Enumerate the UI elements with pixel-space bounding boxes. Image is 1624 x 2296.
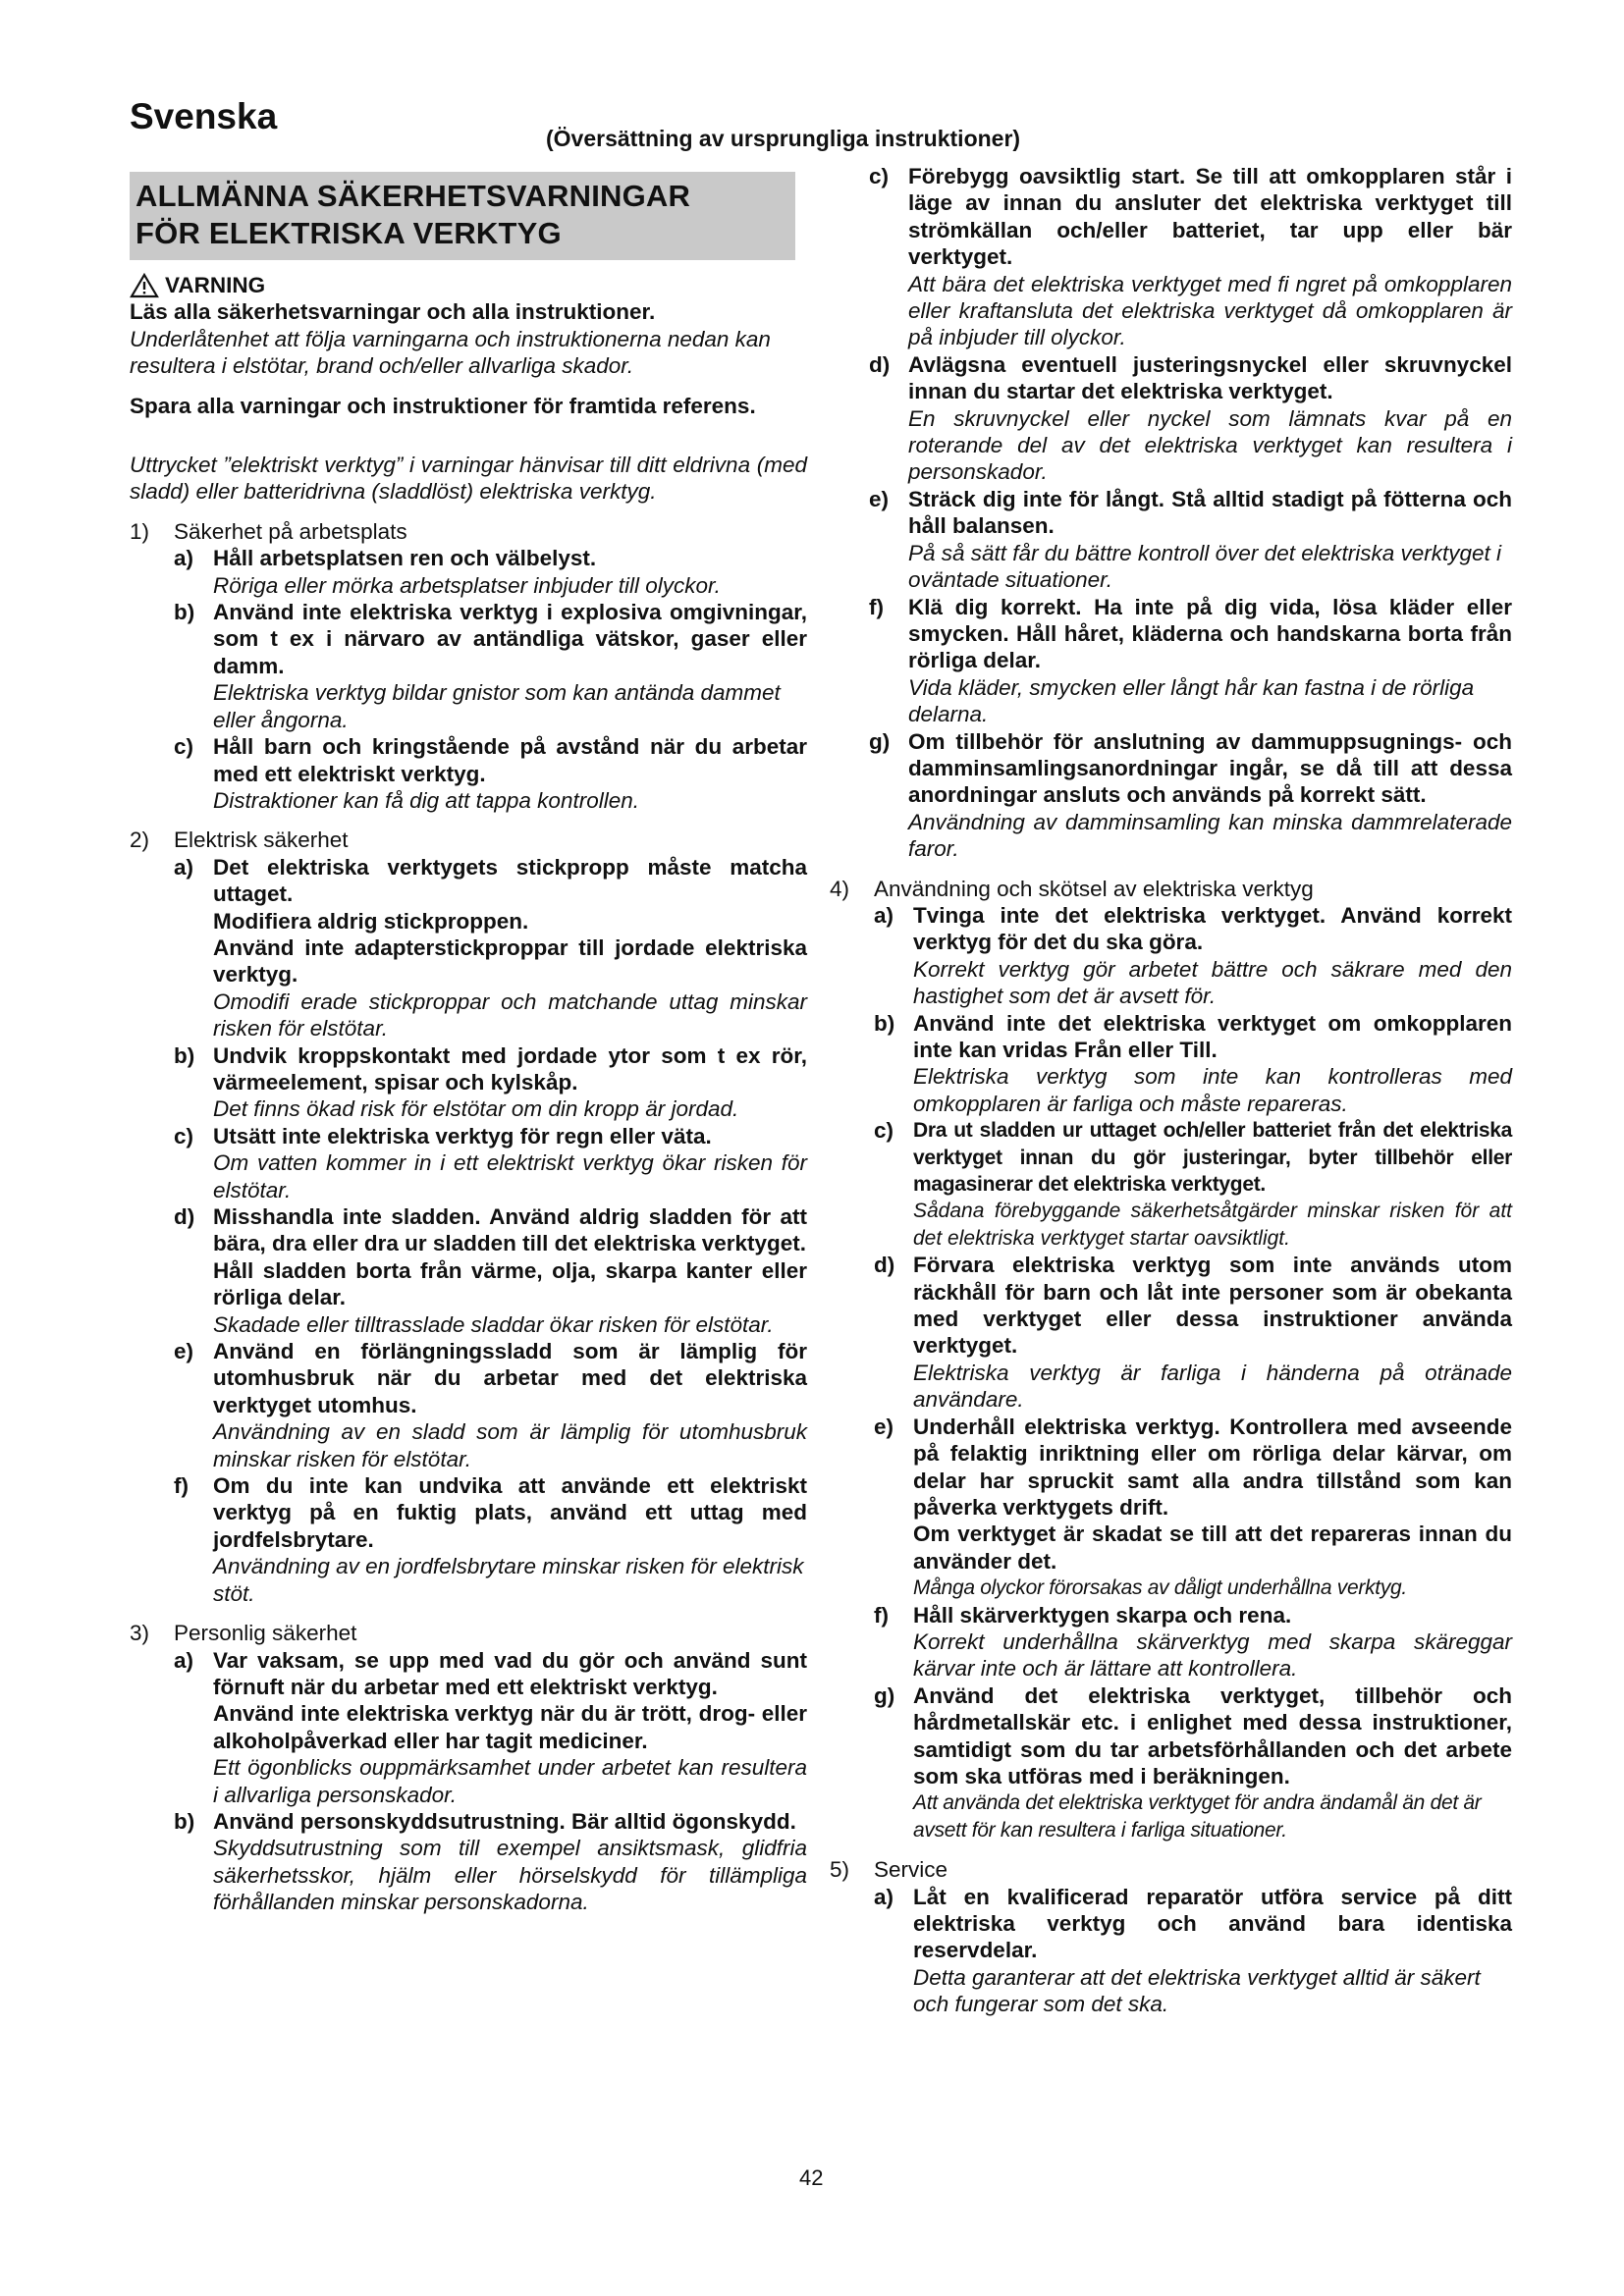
item-letter: a): [174, 546, 194, 571]
item-note: En skruvnyckel eller nyckel som lämnats kvar på en roterande del av det elektriska verktyget kan resultera i personskador.: [908, 405, 1512, 485]
item-note: På så sätt får du bättre kontroll över det elektriska verktyget i oväntade situationer.: [908, 540, 1502, 593]
item-note: Detta garanterar att det elektriska verktyget alltid är säkert och fungerar som det ska.: [913, 1964, 1481, 2017]
read-all-note: Underlåtenhet att följa varningarna och instruktionerna nedan kan resultera i elstötar, brand och/eller allvarliga skador.: [130, 326, 771, 379]
item-text: Håll barn och kringstående på avstånd när du arbetar med ett elektriskt verktyg.: [213, 734, 807, 786]
item-text: Använd en förlängningssladd som är lämplig för utomhusbruk när du arbetar med det elektriska verktyget utomhus.: [213, 1339, 807, 1417]
item-letter: b): [874, 1010, 895, 1036]
list-item: [869, 594, 1512, 728]
item-note: Omodifi erade stickproppar och matchande uttag minskar risken för elstötar.: [213, 988, 807, 1041]
list-item: [874, 1010, 1512, 1118]
item-text: Förebygg oavsiktlig start. Se till att omkopplaren står i läge av innan du ansluter det elektriska verktyget till strömkällan och/eller batteriet, tar upp eller bär verktyget.: [908, 164, 1512, 270]
item-note: Ett ögonblicks ouppmärksamhet under arbetet kan resultera i allvarliga personskador.: [213, 1755, 807, 1807]
item-text: Om verktyget är skadat se till att det repareras innan du använder det.: [913, 1522, 1512, 1574]
item-letter: b): [174, 1808, 195, 1834]
item-text: Håll skärverktygen skarpa och rena.: [913, 1602, 1292, 1628]
item-text: Undvik kroppskontakt med jordade ytor som t ex rör, värmeelement, spisar och kylskåp.: [213, 1042, 807, 1095]
item-text: Misshandla inte sladden. Använd aldrig sladden för att bära, dra eller dra ur sladden till det elektriska verktyget.: [213, 1204, 807, 1256]
list-item: [174, 1472, 807, 1607]
item-note: Skyddsutrustning som till exempel ansiktsmask, glidfria säkerhetsskor, hjälm eller hörselskydd för tillämpliga förhållanden minskar personskadorna.: [213, 1836, 807, 1915]
item-text: Avlägsna eventuell justeringsnyckel eller skruvnyckel innan du startar det elektriska verktyget.: [908, 351, 1512, 404]
list-item: [174, 545, 807, 599]
item-text: Använd inte det elektriska verktyget om omkopplaren inte kan vridas Från eller Till.: [913, 1010, 1512, 1062]
section-title: Elektrisk säkerhet: [174, 828, 349, 853]
item-text: Använd inte elektriska verktyg i explosiva omgivningar, som t ex i närvaro av antändliga vätskor, gaser eller damm.: [213, 600, 807, 678]
section-number: 2): [130, 828, 150, 853]
list-item: [874, 1682, 1512, 1843]
list-item: [174, 1042, 807, 1123]
item-text: Tvinga inte det elektriska verktyget. Använd korrekt verktyg för det du ska göra.: [913, 902, 1512, 955]
item-letter: e): [869, 486, 890, 511]
left-column: [130, 272, 807, 1916]
list-item: [869, 728, 1512, 863]
section-3-heading: [130, 1620, 807, 1646]
item-note: Elektriska verktyg som inte kan kontrolleras med omkopplaren är farliga och måste repareras.: [913, 1064, 1512, 1116]
item-letter: b): [174, 1042, 195, 1068]
item-letter: f): [874, 1602, 889, 1628]
item-note: Det finns ökad risk för elstötar om din kropp är jordad.: [213, 1096, 739, 1122]
item-letter: f): [174, 1473, 189, 1499]
definition-text: Uttrycket ”elektriskt verktyg” i varningar hänvisar till ditt eldrivna (med sladd) eller batteridrivna (sladdlöst) elektriska verktyg.: [130, 453, 807, 505]
item-letter: d): [174, 1204, 195, 1229]
item-text: Låt en kvalificerad reparatör utföra service på ditt elektriska verktyg och använd bara identiska reservdelar.: [913, 1884, 1512, 1963]
section-number: 3): [130, 1621, 150, 1646]
title-banner: [130, 172, 795, 260]
item-letter: d): [869, 351, 891, 377]
section-title: Personlig säkerhet: [174, 1621, 357, 1646]
list-item: [174, 1338, 807, 1472]
right-column: [830, 163, 1512, 2018]
list-item: [869, 351, 1512, 486]
item-letter: e): [174, 1339, 194, 1364]
section-5-heading: [830, 1856, 1512, 1883]
item-letter: a): [874, 1884, 894, 1909]
banner-line-2: FÖR ELEKTRISKA VERKTYG: [135, 216, 562, 250]
item-letter: g): [869, 728, 891, 754]
list-item: [174, 733, 807, 814]
item-letter: e): [874, 1414, 894, 1439]
section-number: 5): [830, 1857, 850, 1883]
section-title: Säkerhet på arbetsplats: [174, 518, 407, 544]
warning-heading: [130, 272, 807, 298]
item-note: Många olyckor förorsakas av dåligt underhållna verktyg.: [913, 1576, 1407, 1600]
list-item: [874, 902, 1512, 1010]
item-note: Vida kläder, smycken eller långt hår kan fastna i de rörliga delarna.: [908, 674, 1475, 727]
item-letter: c): [174, 1123, 194, 1148]
item-text: Håll arbetsplatsen ren och välbelyst.: [213, 546, 597, 571]
item-text: Klä dig korrekt. Ha inte på dig vida, lösa kläder eller smycken. Håll håret, kläderna och handskarna borta från rörliga delar.: [908, 594, 1512, 673]
item-letter: a): [874, 902, 894, 928]
item-letter: c): [874, 1118, 894, 1144]
item-text: Om du inte kan undvika att använde ett elektriskt verktyg på en fuktig plats, använd ett uttag med jordfelsbrytare.: [213, 1473, 807, 1552]
banner-line-1: ALLMÄNNA SÄKERHETSVARNINGAR: [135, 179, 691, 213]
language-heading: Svenska: [130, 96, 278, 136]
save-instruction: Spara alla varningar och instruktioner för framtida referens.: [130, 393, 756, 418]
list-item: [174, 1123, 807, 1203]
item-text: Använd inte adapterstickproppar till jordade elektriska verktyg.: [213, 934, 807, 988]
warning-triangle-icon: [130, 273, 159, 298]
list-item: [174, 1647, 807, 1808]
item-note: Sådana förebyggande säkerhetsåtgärder minskar risken för att det elektriska verktyget startar oavsiktligt.: [913, 1200, 1512, 1250]
item-text: Håll sladden borta från värme, olja, skarpa kanter eller rörliga delar.: [213, 1257, 807, 1310]
item-note: Elektriska verktyg bildar gnistor som kan antända dammet eller ångorna.: [213, 680, 781, 732]
item-note: Korrekt underhållna skärverktyg med skarpa skäreggar kärvar inte och är lättare att kontrollera.: [913, 1629, 1512, 1682]
list-item: [174, 1203, 807, 1338]
section-title: Service: [874, 1857, 948, 1883]
item-text: Dra ut sladden ur uttaget och/eller batteriet från det elektriska verktyget innan du gör justeringar, byter tillbehör eller magasinerar det elektriska verktyget.: [913, 1119, 1512, 1197]
item-note: Distraktioner kan få dig att tappa kontrollen.: [213, 787, 639, 813]
section-4-heading: [830, 876, 1512, 902]
item-note: Användning av en sladd som är lämplig för utomhusbruk minskar risken för elstötar.: [213, 1419, 807, 1471]
item-note: Elektriska verktyg är farliga i händerna på otränade användare.: [913, 1360, 1512, 1413]
item-letter: a): [174, 1647, 194, 1673]
item-note: Om vatten kommer in i ett elektriskt verktyg ökar risken för elstötar.: [213, 1150, 807, 1202]
item-text: Underhåll elektriska verktyg. Kontrollera med avseende på felaktig inriktning eller om rörliga delar kärvar, om delar har spruckit samt alla andra tillstånd som kan påverka verktygets drift.: [913, 1414, 1512, 1520]
item-letter: g): [874, 1682, 895, 1708]
item-letter: c): [174, 734, 194, 760]
list-item: [174, 1808, 807, 1916]
item-text: Använd personskyddsutrustning. Bär alltid ögonskydd.: [213, 1808, 796, 1834]
item-text: Använd det elektriska verktyget, tillbehör och hårdmetallskär etc. i enlighet med dessa instruktioner, samtidigt som du tar arbetsförhållanden och det arbete som ska utföras med i beräkningen.: [913, 1682, 1512, 1789]
list-item: [869, 163, 1512, 351]
list-item: [874, 1414, 1512, 1602]
item-text: Sträck dig inte för långt. Stå alltid stadigt på fötterna och håll balansen.: [908, 486, 1512, 539]
page-number: 42: [799, 2165, 824, 2190]
list-item: [869, 486, 1512, 594]
item-text: Var vaksam, se upp med vad du gör och använd sunt förnuft när du arbetar med ett elektriskt verktyg.: [213, 1647, 807, 1699]
translation-subtitle: (Översättning av ursprungliga instruktioner): [546, 126, 1021, 151]
item-note: Korrekt verktyg gör arbetet bättre och säkrare med den hastighet som det är avsett för.: [913, 956, 1512, 1009]
item-letter: a): [174, 854, 194, 880]
item-text: Modifiera aldrig stickproppen.: [213, 908, 529, 934]
list-item: [874, 1117, 1512, 1252]
item-letter: b): [174, 600, 195, 625]
warning-label: VARNING: [165, 273, 266, 297]
item-note: Att bära det elektriska verktyget med fi ngret på omkopplaren eller kraftansluta det elektriska verktyget då omkopplaren är på inbjuder till olyckor.: [908, 271, 1512, 350]
item-note: Användning av en jordfelsbrytare minskar risken för elektrisk stöt.: [213, 1554, 804, 1606]
item-text: Det elektriska verktygets stickpropp måste matcha uttaget.: [213, 854, 807, 907]
item-letter: c): [869, 164, 890, 188]
read-all-instruction: Läs alla säkerhetsvarningar och alla instruktioner.: [130, 299, 656, 325]
list-item: [874, 1884, 1512, 2018]
section-title: Användning och skötsel av elektriska verktyg: [874, 876, 1314, 901]
list-item: [174, 599, 807, 733]
section-number: 1): [130, 518, 150, 544]
item-text: Om tillbehör för anslutning av dammuppsugnings- och damminsamlingsanordningar ingår, se då till att dessa anordningar ansluts och används på korrekt sätt.: [908, 728, 1512, 808]
item-note: Att använda det elektriska verktyget för andra ändamål än det är avsett för kan resultera i farliga situationer.: [913, 1791, 1482, 1842]
item-letter: d): [874, 1253, 895, 1278]
section-1-heading: [130, 518, 807, 545]
item-note: Skadade eller tilltrasslade sladdar ökar risken för elstötar.: [213, 1311, 774, 1337]
section-2-heading: [130, 827, 807, 853]
list-item: [174, 854, 807, 1042]
item-text: Förvara elektriska verktyg som inte används utom räckhåll för barn och låt inte personer som är obekanta med verktyget eller dessa instruktioner använda verktyget.: [913, 1253, 1512, 1359]
item-text: Utsätt inte elektriska verktyg för regn eller väta.: [213, 1123, 712, 1148]
list-item: [874, 1252, 1512, 1413]
item-note: Användning av damminsamling kan minska dammrelaterade faror.: [908, 809, 1512, 862]
item-letter: f): [869, 594, 884, 619]
section-number: 4): [830, 876, 850, 901]
list-item: [874, 1602, 1512, 1682]
item-note: Röriga eller mörka arbetsplatser inbjuder till olyckor.: [213, 572, 721, 598]
item-text: Använd inte elektriska verktyg när du är trött, drog- eller alkoholpåverkad eller har tagit mediciner.: [213, 1701, 807, 1753]
